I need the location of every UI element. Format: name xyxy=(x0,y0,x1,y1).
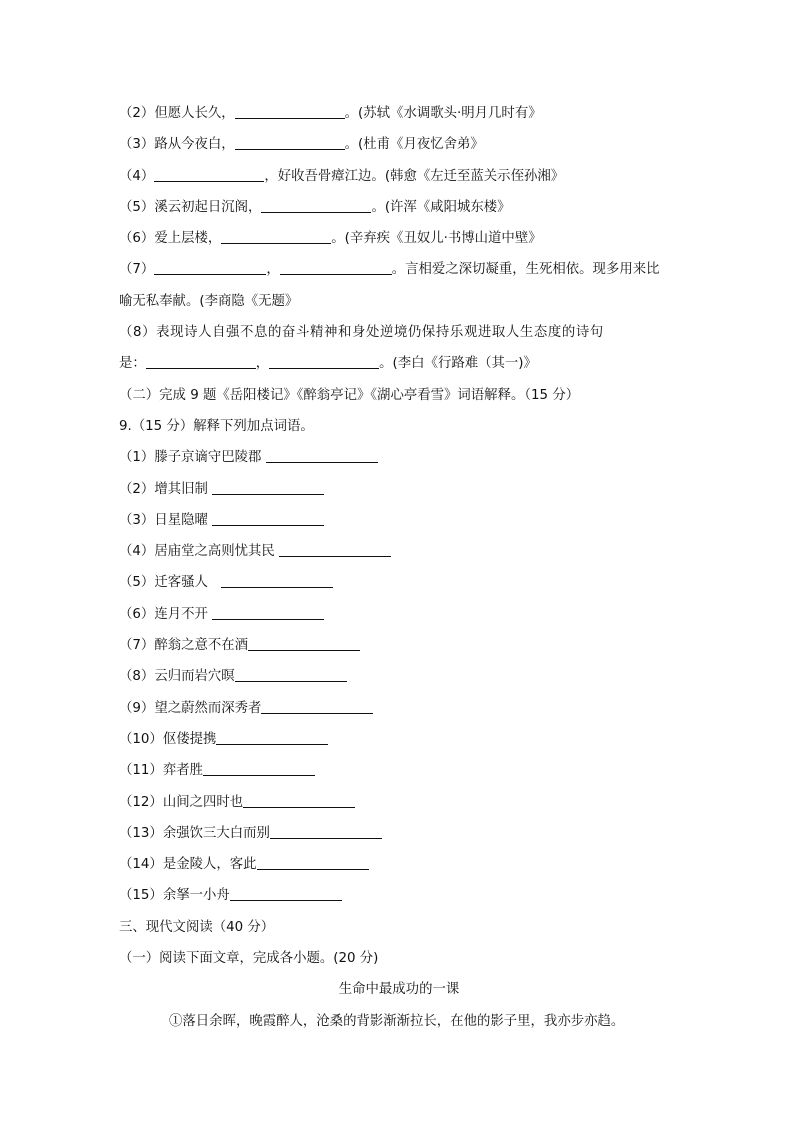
item-number: （6） xyxy=(119,231,155,247)
answer-blank[interactable] xyxy=(266,447,378,463)
item-source: 。(李白《行路难（其一)》 xyxy=(379,356,537,372)
item-source: 。(许浑《咸阳城东楼》 xyxy=(371,199,511,215)
section-3-heading: 三、现代文阅读（40 分） xyxy=(119,919,275,935)
item-number: （8） xyxy=(119,669,155,685)
item-number: （7） xyxy=(119,262,155,278)
answer-blank[interactable] xyxy=(235,134,345,150)
q9-item xyxy=(119,630,679,661)
answer-blank[interactable] xyxy=(257,854,369,870)
question-9-heading: 9.（15 分）解释下列加点词语。 xyxy=(119,418,314,434)
poem-item xyxy=(119,98,679,129)
answer-blank[interactable] xyxy=(212,604,324,620)
answer-blank[interactable] xyxy=(248,635,360,651)
answer-blank[interactable] xyxy=(203,760,315,776)
answer-blank[interactable] xyxy=(154,259,266,275)
item-number: （1） xyxy=(119,450,155,466)
section-2-heading: （二）完成 9 题《岳阳楼记》《醉翁亭记》《湖心亭看雪》词语解释。（15 分） xyxy=(119,387,580,403)
poem-item xyxy=(119,129,679,160)
item-number: （5） xyxy=(119,199,155,215)
item-number: （3） xyxy=(119,137,155,153)
item-number: （14） xyxy=(119,857,163,873)
item-text: 余拏一小舟 xyxy=(162,888,230,904)
poem-item xyxy=(119,192,679,223)
item-text: 余强饮三大白而别 xyxy=(162,825,270,841)
question-9-list xyxy=(119,442,679,911)
poem-item-7 xyxy=(119,254,679,285)
item-number: （2） xyxy=(119,106,155,121)
item-number: （11） xyxy=(119,763,163,779)
answer-blank[interactable] xyxy=(279,541,391,557)
item-number: （9） xyxy=(119,700,155,716)
item-source: 。言相爱之深切凝重，生死相依。现多用来比 xyxy=(391,262,660,278)
item-text: 望之蔚然而深秀者 xyxy=(154,700,262,716)
q9-item xyxy=(119,724,679,755)
item-text: 云归而岩穴暝 xyxy=(154,669,235,685)
answer-blank[interactable] xyxy=(221,228,331,244)
item-text: 居庙堂之高则忧其民 xyxy=(154,544,280,560)
answer-blank[interactable] xyxy=(230,885,342,901)
item-text: 滕子京谪守巴陵郡 xyxy=(154,450,266,466)
item-number: （4） xyxy=(119,544,155,560)
item-number: （15） xyxy=(119,888,163,904)
item-number: （12） xyxy=(119,794,163,810)
exam-page xyxy=(119,98,679,1037)
q9-item xyxy=(119,474,679,505)
item-text: 日星隐曜 xyxy=(154,512,213,528)
item-number: （2） xyxy=(119,481,155,497)
q9-item xyxy=(119,818,679,849)
answer-blank[interactable] xyxy=(216,729,328,745)
answer-blank[interactable] xyxy=(261,698,373,714)
poem-item-8: （8）表现诗人自强不息的奋斗精神和身处逆境仍保持乐观进取人生态度的诗句 xyxy=(119,325,604,341)
item-source: ，好收吾骨瘴江边。(韩愈《左迁至蓝关示侄孙湘》 xyxy=(264,168,565,184)
q9-item xyxy=(119,599,679,630)
item-text: 连月不开 xyxy=(154,606,213,622)
q9-item xyxy=(119,442,679,473)
answer-blank[interactable] xyxy=(212,510,324,526)
item-number: （5） xyxy=(119,575,155,591)
poem-item-7-cont: 喻无私奉献。(李商隐《无题》 xyxy=(119,293,299,309)
q9-item xyxy=(119,880,679,911)
item-text: 伛偻提携 xyxy=(162,731,217,747)
item-text: 山间之四时也 xyxy=(162,794,244,810)
answer-blank[interactable] xyxy=(269,353,379,369)
q9-item xyxy=(119,693,679,724)
article-paragraph-1: ①落日余晖，晚霞醉人，沧桑的背影渐渐拉长，在他的影子里，我亦步亦趋。 xyxy=(169,1013,625,1029)
sub-1-heading: （一）阅读下面文章，完成各小题。(20 分) xyxy=(119,951,379,967)
poem-fill-list xyxy=(119,98,679,254)
q9-item xyxy=(119,536,679,567)
poem-item xyxy=(119,223,679,254)
answer-blank[interactable] xyxy=(154,166,264,182)
item-number: （10） xyxy=(119,731,163,747)
item-text: 但愿人长久， xyxy=(154,106,235,121)
answer-blank[interactable] xyxy=(280,259,392,275)
item-number: （4） xyxy=(119,168,155,184)
answer-blank[interactable] xyxy=(146,353,256,369)
item-source: 。(苏轼《水调歌头·明月几时有》 xyxy=(344,106,542,121)
answer-blank[interactable] xyxy=(221,572,333,588)
answer-blank[interactable] xyxy=(270,823,382,839)
item-number: （6） xyxy=(119,606,155,622)
item-source: 。(辛弃疾《丑奴儿·书博山道中壁》 xyxy=(331,231,542,247)
answer-blank[interactable] xyxy=(235,103,345,119)
answer-blank[interactable] xyxy=(212,479,324,495)
q9-item xyxy=(119,849,679,880)
item-text: 增其旧制 xyxy=(154,481,213,497)
q9-item xyxy=(119,661,679,692)
item-text: 是金陵人，客此 xyxy=(162,857,257,873)
q9-item xyxy=(119,505,679,536)
answer-blank[interactable] xyxy=(243,792,355,808)
poem-item-8-cont xyxy=(119,348,679,379)
q9-item xyxy=(119,787,679,818)
article-title: 生命中最成功的一课 xyxy=(338,982,460,998)
item-text: 醉翁之意不在酒 xyxy=(154,638,249,654)
item-source: 。(杜甫《月夜忆舍弟》 xyxy=(344,137,484,153)
item-text: 路从今夜白， xyxy=(154,137,235,153)
separator: ， xyxy=(266,262,280,278)
item-text: 迁客骚人 xyxy=(154,575,221,591)
poem-item xyxy=(119,161,679,192)
separator: ， xyxy=(255,356,270,372)
q9-item xyxy=(119,755,679,786)
item-number: （3） xyxy=(119,512,155,528)
q9-item xyxy=(119,567,679,598)
item-text: 溪云初起日沉阁， xyxy=(154,199,262,215)
item-prefix: 是： xyxy=(119,356,146,372)
item-text: 弈者胜 xyxy=(162,763,203,779)
item-text: 爱上层楼， xyxy=(154,231,222,247)
answer-blank[interactable] xyxy=(261,197,371,213)
item-number: （7） xyxy=(119,638,155,654)
answer-blank[interactable] xyxy=(235,666,347,682)
item-number: （13） xyxy=(119,825,163,841)
